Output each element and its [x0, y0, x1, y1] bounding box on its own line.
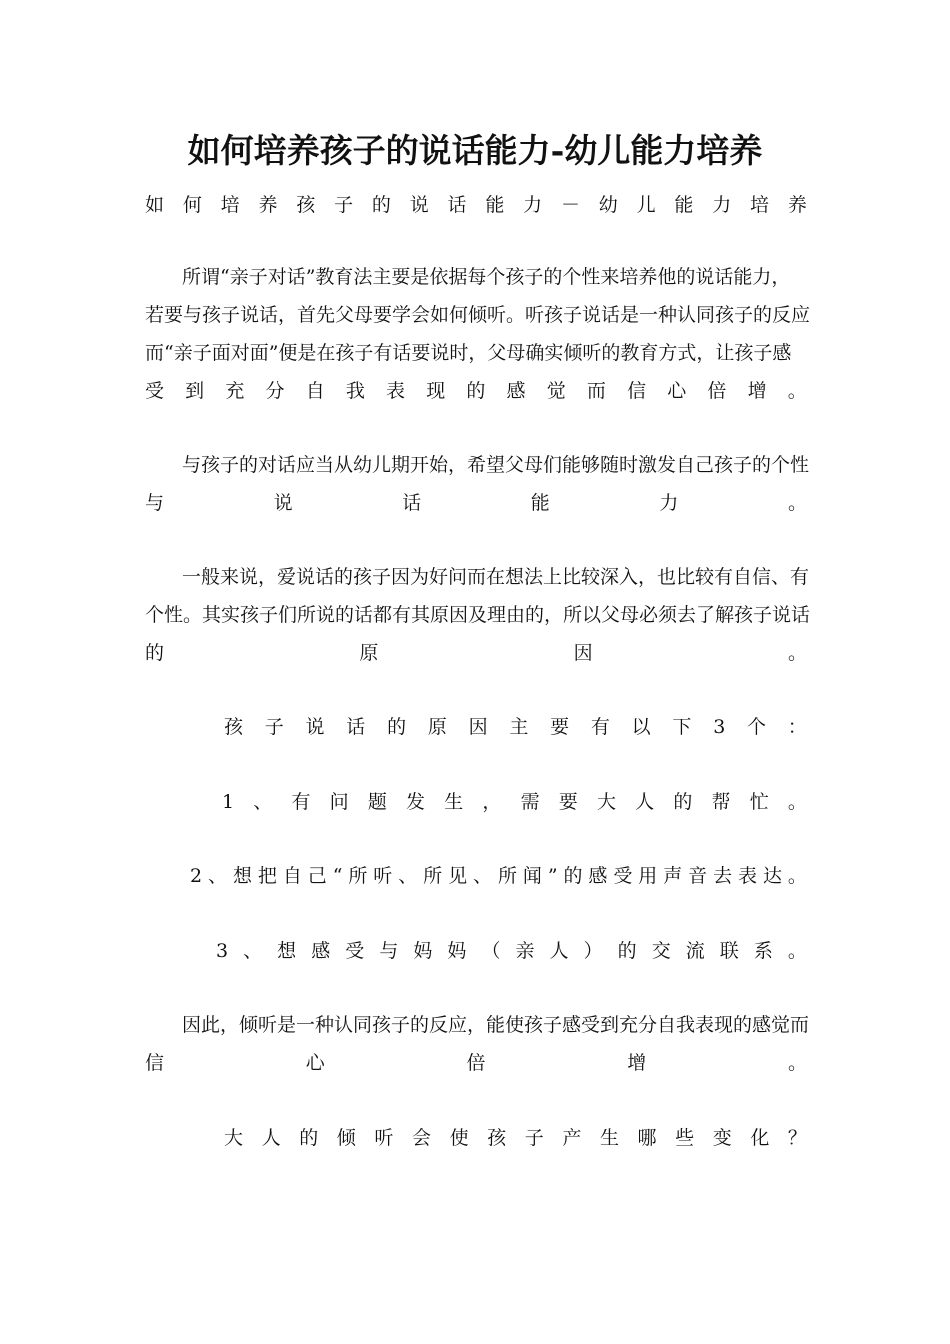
text-char: 。 — [787, 492, 807, 514]
text-char: 子 — [264, 716, 284, 738]
text-char: 幼 — [598, 194, 618, 216]
text-char: 力 — [712, 194, 732, 216]
text-char: 孩 — [487, 1127, 507, 1149]
paragraph-3-line-2: 个性。其实孩子们所说的话都有其原因及理由的，所以父母必须去了解孩子说话 — [145, 604, 811, 626]
text-char: 能 — [485, 194, 505, 216]
text-char: 、 — [243, 940, 263, 962]
text-char: 充 — [225, 380, 245, 402]
text-char: 帮 — [711, 791, 731, 813]
text-char: 个 — [747, 716, 767, 738]
text-char: 增 — [747, 380, 767, 402]
paragraph-1-line-2: 若要与孩子说话，首先父母要学会如何倾听。听孩子说话是一种认同孩子的反应 — [145, 304, 811, 326]
text-char: 联 — [719, 940, 739, 962]
text-char: 原 — [427, 716, 447, 738]
text-char: 要 — [550, 716, 570, 738]
text-char: 主 — [509, 716, 529, 738]
text-char: 我 — [345, 380, 365, 402]
text-char: 人 — [261, 1127, 281, 1149]
text-char: 想 — [277, 940, 297, 962]
text-char: 达 — [762, 865, 782, 887]
text-char: 子 — [524, 1127, 544, 1149]
text-char: 人 — [549, 940, 569, 962]
text-char: 、 — [208, 865, 228, 887]
text-char: 以 — [631, 716, 651, 738]
text-char: 大 — [596, 791, 616, 813]
text-char: 培 — [220, 194, 240, 216]
text-char: 去 — [713, 865, 733, 887]
text-char: 的 — [145, 642, 165, 664]
text-char: 感 — [506, 380, 526, 402]
text-char: 何 — [182, 194, 202, 216]
text-char: 孩 — [224, 716, 244, 738]
text-char: 题 — [367, 791, 387, 813]
text-char: 有 — [590, 716, 610, 738]
text-char: 力 — [523, 194, 543, 216]
text-char: 亲 — [515, 940, 535, 962]
text-char: 听 — [374, 1127, 394, 1149]
text-char: 。 — [787, 642, 807, 664]
text-char: 说 — [305, 716, 325, 738]
text-char: 感 — [311, 940, 331, 962]
text-char: 因 — [573, 642, 593, 664]
text-char: 孩 — [296, 194, 316, 216]
text-char: 能 — [530, 492, 550, 514]
text-char: 倾 — [336, 1127, 356, 1149]
text-char: 下 — [672, 716, 692, 738]
text-char: 感 — [588, 865, 608, 887]
text-char: 3 — [713, 716, 726, 738]
text-char: 因 — [468, 716, 488, 738]
text-char: 些 — [675, 1127, 695, 1149]
text-char: 使 — [449, 1127, 469, 1149]
text-char: 说 — [273, 492, 293, 514]
text-char: 现 — [426, 380, 446, 402]
text-char: 1 — [222, 791, 235, 813]
text-char: 、 — [253, 791, 273, 813]
text-char: 妈 — [447, 940, 467, 962]
text-char: 生 — [444, 791, 464, 813]
text-char: 化 — [750, 1127, 770, 1149]
text-char: 有 — [291, 791, 311, 813]
text-char: 的 — [466, 380, 486, 402]
text-char: 信 — [145, 1052, 165, 1074]
text-char: ： — [787, 716, 807, 738]
text-char: 的 — [371, 194, 391, 216]
text-char: 会 — [411, 1127, 431, 1149]
text-char: 3 — [216, 940, 229, 962]
reason-item-2 — [190, 857, 807, 895]
text-char: 。 — [787, 865, 807, 887]
text-char: 发 — [406, 791, 426, 813]
closing-question — [224, 1119, 807, 1157]
text-char: 妈 — [413, 940, 433, 962]
text-char: 人 — [635, 791, 655, 813]
text-char: 自 — [305, 380, 325, 402]
text-char: 儿 — [636, 194, 656, 216]
text-char: （ — [481, 940, 501, 962]
text-char: 自 — [282, 865, 302, 887]
text-char: 、 — [398, 865, 418, 887]
paragraph-1-line-4 — [145, 372, 807, 410]
text-char: 的 — [673, 791, 693, 813]
text-char: 。 — [787, 940, 807, 962]
text-char: 觉 — [546, 380, 566, 402]
text-char: 。 — [787, 791, 807, 813]
text-char: 所 — [348, 865, 368, 887]
paragraph-3-line-3 — [145, 634, 807, 672]
text-char: 问 — [329, 791, 349, 813]
text-char: 到 — [185, 380, 205, 402]
text-char: 要 — [558, 791, 578, 813]
text-char: 。 — [787, 1052, 807, 1074]
text-char: 声 — [663, 865, 683, 887]
text-char: 增 — [627, 1052, 647, 1074]
text-char: 信 — [627, 380, 647, 402]
text-char: 倍 — [466, 1052, 486, 1074]
text-char: 想 — [232, 865, 252, 887]
paragraph-2-line-2 — [145, 484, 807, 522]
text-char: 听 — [373, 865, 393, 887]
reason-item-3 — [216, 932, 807, 970]
text-char: 忙 — [749, 791, 769, 813]
text-char: 原 — [359, 642, 379, 664]
text-char: 子 — [334, 194, 354, 216]
text-char: 系 — [753, 940, 773, 962]
text-char: 所 — [423, 865, 443, 887]
text-char: 的 — [617, 940, 637, 962]
text-char: 需 — [520, 791, 540, 813]
paragraph-5-line-2 — [145, 1044, 807, 1082]
text-char: 话 — [402, 492, 422, 514]
document-subtitle — [145, 186, 807, 224]
text-char: 而 — [586, 380, 606, 402]
text-char: 大 — [224, 1127, 244, 1149]
text-char: 与 — [379, 940, 399, 962]
text-char: 见 — [448, 865, 468, 887]
paragraph-3-line-1: 一般来说，爱说话的孩子因为好问而在想法上比较深入，也比较有自信、有 — [182, 566, 810, 588]
text-char: 把 — [257, 865, 277, 887]
text-char: 交 — [651, 940, 671, 962]
document-title: 如何培养孩子的说话能力-幼儿能力培养 — [187, 131, 763, 170]
text-char: 变 — [712, 1127, 732, 1149]
paragraph-5-line-1: 因此，倾听是一种认同孩子的反应，能使孩子感受到充分自我表现的感觉而 — [182, 1014, 810, 1036]
text-char: 力 — [659, 492, 679, 514]
text-char: ？ — [787, 1127, 807, 1149]
text-char: 话 — [346, 716, 366, 738]
text-char: 倍 — [707, 380, 727, 402]
text-char: 受 — [613, 865, 633, 887]
text-char: 如 — [145, 194, 165, 216]
text-char: 生 — [599, 1127, 619, 1149]
text-char: 2 — [190, 865, 203, 887]
text-char: 受 — [145, 380, 165, 402]
text-char: ， — [482, 791, 502, 813]
text-char: 音 — [688, 865, 708, 887]
text-char: 培 — [750, 194, 770, 216]
text-char: 养 — [258, 194, 278, 216]
paragraph-1-line-1: 所谓“亲子对话”教育法主要是依据每个孩子的个性来培养他的说话能力， — [182, 266, 791, 288]
text-char: ” — [547, 865, 558, 887]
text-char: 分 — [265, 380, 285, 402]
text-char: 表 — [386, 380, 406, 402]
text-char: 心 — [667, 380, 687, 402]
reasons-intro — [224, 708, 807, 746]
paragraph-2-line-1: 与孩子的对话应当从幼儿期开始，希望父母们能够随时激发自己孩子的个性 — [182, 454, 810, 476]
text-char: ） — [583, 940, 603, 962]
text-char: 受 — [345, 940, 365, 962]
text-char: 与 — [145, 492, 165, 514]
text-char: 能 — [674, 194, 694, 216]
text-char: 的 — [563, 865, 583, 887]
paragraph-1-line-3: 而“亲子面对面”便是在孩子有话要说时，父母确实倾听的教育方式，让孩子感 — [145, 342, 792, 364]
text-char: 流 — [685, 940, 705, 962]
text-char: 说 — [409, 194, 429, 216]
text-char: 哪 — [637, 1127, 657, 1149]
text-char: 的 — [387, 716, 407, 738]
text-char: 用 — [638, 865, 658, 887]
text-char: 、 — [473, 865, 493, 887]
text-char: 己 — [307, 865, 327, 887]
text-char: 闻 — [522, 865, 542, 887]
text-char: 。 — [787, 380, 807, 402]
text-char: 的 — [299, 1127, 319, 1149]
text-char: “ — [332, 865, 343, 887]
text-char: 产 — [562, 1127, 582, 1149]
reason-item-1 — [222, 783, 807, 821]
text-char: 话 — [447, 194, 467, 216]
text-char: 表 — [738, 865, 758, 887]
text-char: 养 — [787, 194, 807, 216]
text-char: 心 — [305, 1052, 325, 1074]
text-char: － — [560, 194, 580, 216]
text-char: 所 — [497, 865, 517, 887]
